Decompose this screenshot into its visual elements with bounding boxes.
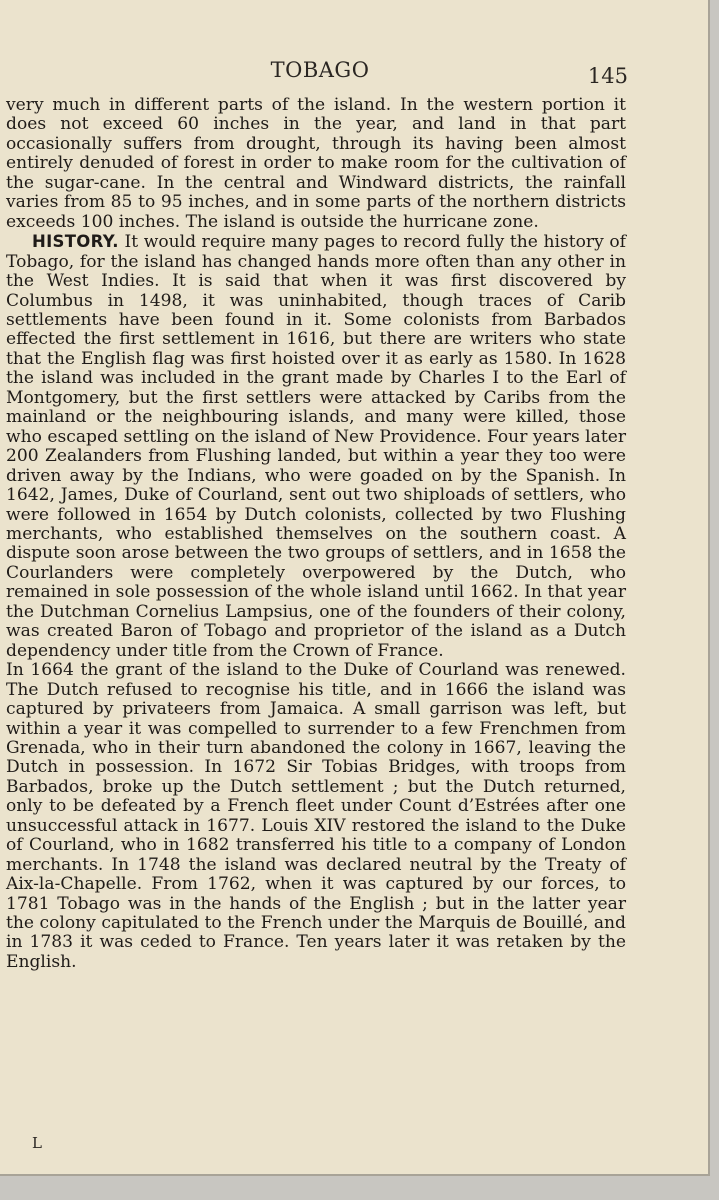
paragraph-history bbox=[6, 232, 626, 661]
page-number: 145 bbox=[587, 64, 628, 88]
signature-mark: L bbox=[32, 1134, 42, 1152]
body-text bbox=[6, 96, 626, 972]
paragraph-rainfall: very much in different parts of the island. In the western portion it does not exceed 60 inches in the year, and land in that part occasionally suffers from drought, through its having been almost entirely denuded of forest in order to make room for the cultivation of the sugar-cane. In the central and Windward districts, the rainfall varies from 85 to 95 inches, and in some parts of the northern districts exceeds 100 inches. The island is outside the hurricane zone. bbox=[6, 95, 626, 232]
history-heading: HISTORY. bbox=[32, 232, 119, 252]
running-head: TOBAGO bbox=[270, 58, 370, 82]
page-header bbox=[0, 58, 708, 92]
history-text: It would require many pages to record fully the history of Tobago, for the island has changed hands more often than any other in the West Indies. It is said that when it was first discovered by Columbus in 1498, it was uninhabited, though traces of Carib settlements have been found in it. Some colonists from Barbados effected the first settlement in 1616, but there are writers who state that the English flag was first hoisted over it as early as 1580. In 1628 the island was included in the grant made by Charles I to the Earl of Montgomery, but the first settlers were attacked by Caribs from the mainland or the neighbouring islands, and many were killed, those who escaped settling on the island of New Providence. Four years later 200 Zealanders from Flushing landed, but within a year they too were driven away by the Indians, who were goaded on by the Spanish. In 1642, James, Duke of Courland, sent out two shiploads of settlers, who were followed in 1654 by Dutch colonists, collected by two Flushing merchants, who established themselves on the southern coast. A dispute soon arose between the two groups of settlers, and in 1658 the Courlanders were completely overpowered by the Dutch, who remained in sole possession of the whole island until 1662. In that year the Dutchman Cornelius Lampsius, one of the founders of their colony, was created Baron of Tobago and proprietor of the island as a Dutch dependency under title from the Crown of France. bbox=[6, 232, 626, 661]
paragraph-grant: In 1664 the grant of the island to the Duke of Courland was renewed. The Dutch refused to recognise his title, and in 1666 the island was captured by privateers from Jamaica. A small garrison was left, but within a year it was compelled to surrender to a few Frenchmen from Grenada, who in their turn abandoned the colony in 1667, leaving the Dutch in possession. In 1672 Sir Tobias Bridges, with troops from Barbados, broke up the Dutch settlement ; but the Dutch returned, only to be defeated by a French fleet under Count d’Estrées after one unsuccessful attack in 1677. Louis XIV restored the island to the Duke of Courland, who in 1682 transferred his title to a company of London merchants. In 1748 the island was declared neutral by the Treaty of Aix-la-Chapelle. From 1762, when it was captured by our forces, to 1781 Tobago was in the hands of the English ; but in the latter year the colony capitulated to the French under the Marquis de Bouillé, and in 1783 it was ceded to France. Ten years later it was retaken by the English. bbox=[6, 660, 626, 972]
